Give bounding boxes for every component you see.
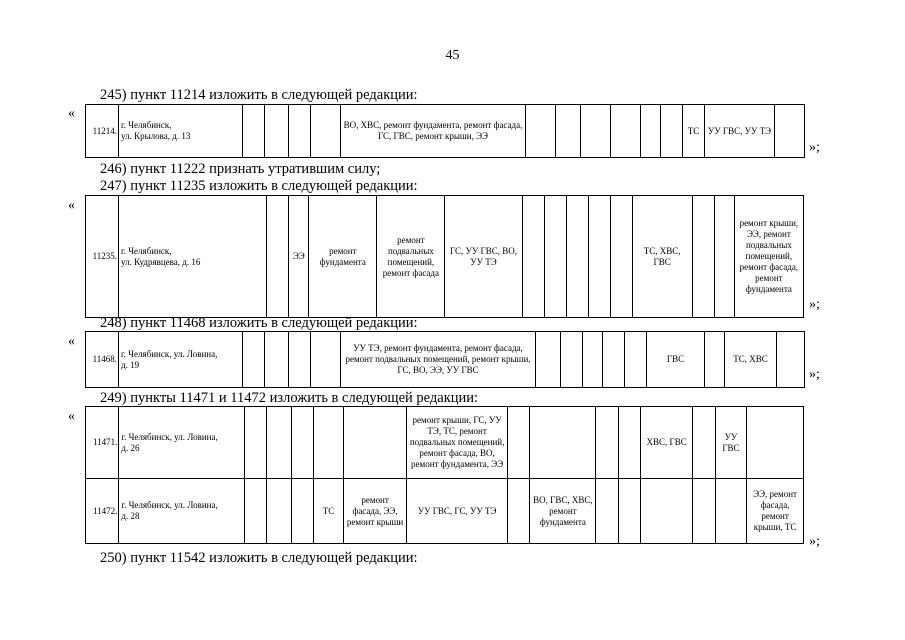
vo-cell: ВО, ГВС, ХВС, ремонт фундамента — [530, 479, 596, 544]
address-cell — [119, 196, 267, 318]
close-quote: »; — [809, 140, 820, 155]
row-number: 11214. — [86, 105, 119, 158]
row-number: 11235. — [86, 196, 119, 318]
gvs-cell: ГВС — [647, 332, 705, 388]
address-line: г. Челябинск, ул. Ловина, — [121, 348, 218, 359]
address-line: ул. Кудрявцева, д. 16 — [121, 256, 201, 267]
table-11471-11472 — [85, 406, 804, 544]
address-line: д. 19 — [121, 359, 140, 370]
hvs-cell: ХВС, ГВС — [640, 407, 693, 479]
open-quote: « — [68, 106, 75, 121]
address-cell — [119, 105, 243, 158]
ts-cell: ТС — [683, 105, 705, 158]
works-cell: ремонт крыши, ГС, УУ ТЭ, ТС, ремонт подвальных помещений, ремонт фасада, ВО, ремонт фундамента, ЭЭ — [406, 407, 507, 479]
table-row — [86, 479, 804, 544]
ts-cell: ТС, ХВС, ГВС — [632, 196, 692, 318]
uu-cell: УУ ГВС, УУ ТЭ — [705, 105, 775, 158]
table-11214 — [85, 104, 805, 158]
close-quote: »; — [809, 367, 820, 382]
paragraph-245: 245) пункт 11214 изложить в следующей редакции: — [100, 87, 418, 103]
uu-cell: УУ ГВС, ГС, УУ ТЭ — [406, 479, 507, 544]
table-row — [86, 407, 804, 479]
rem-cell: ремонт фасада, ЭЭ, ремонт крыши — [344, 479, 407, 544]
address-line: г. Челябинск, ул. Ловина, — [121, 431, 218, 442]
address-cell — [119, 332, 243, 388]
ts-cell: ТС, ХВС — [725, 332, 777, 388]
address-line: г. Челябинск, — [121, 245, 172, 256]
uu-cell: УУ ГВС — [715, 407, 746, 479]
podv-cell: ремонт подвальных помещений, ремонт фасада — [377, 196, 445, 318]
address-line: г. Челябинск, ул. Ловина, — [121, 500, 218, 510]
paragraph-250: 250) пункт 11542 изложить в следующей редакции: — [100, 550, 418, 566]
address-cell — [119, 407, 245, 479]
open-quote: « — [68, 334, 75, 349]
paragraph-248: 248) пункт 11468 изложить в следующей редакции: — [100, 315, 418, 331]
address-line: г. Челябинск, — [121, 120, 172, 130]
last-cell: ремонт крыши, ЭЭ, ремонт подвальных помещений, ремонт фасада, ремонт фундамента — [734, 196, 803, 318]
close-quote: »; — [809, 534, 820, 549]
table-row — [86, 105, 805, 158]
address-line: д. 26 — [121, 442, 140, 453]
last-cell: ЭЭ, ремонт фасада, ремонт крыши, ТС — [747, 479, 804, 544]
table-11235 — [85, 195, 804, 318]
open-quote: « — [68, 198, 75, 213]
table-row — [86, 196, 804, 318]
paragraph-247: 247) пункт 11235 изложить в следующей редакции: — [100, 178, 418, 194]
ts-cell: ТС — [313, 479, 343, 544]
address-line: д. 28 — [121, 511, 140, 521]
address-cell — [119, 479, 245, 544]
page-number: 45 — [445, 48, 460, 63]
row-number: 11472. — [86, 479, 119, 544]
works-cell: ВО, ХВС, ремонт фундамента, ремонт фасада, ГС, ГВС, ремонт крыши, ЭЭ — [341, 105, 526, 158]
paragraph-246: 246) пункт 11222 признать утратившим силу; — [100, 161, 381, 177]
ee-cell: ЭЭ — [289, 196, 309, 318]
close-quote: »; — [809, 297, 820, 312]
row-number: 11468. — [86, 332, 119, 388]
paragraph-249: 249) пункты 11471 и 11472 изложить в следующей редакции: — [100, 390, 479, 406]
row-number: 11471. — [86, 407, 119, 479]
fund-cell: ремонт фундамента — [309, 196, 377, 318]
table-row — [86, 332, 805, 388]
works-cell: УУ ТЭ, ремонт фундамента, ремонт фасада, ремонт подвальных помещений, ремонт крыши, ГС, ВО, ЭЭ, УУ ГВС — [341, 332, 536, 388]
open-quote: « — [68, 409, 75, 424]
table-11468 — [85, 331, 805, 388]
address-line: ул. Крылова, д. 13 — [121, 131, 191, 141]
gs-cell: ГС, УУ ГВС, ВО, УУ ТЭ — [445, 196, 522, 318]
